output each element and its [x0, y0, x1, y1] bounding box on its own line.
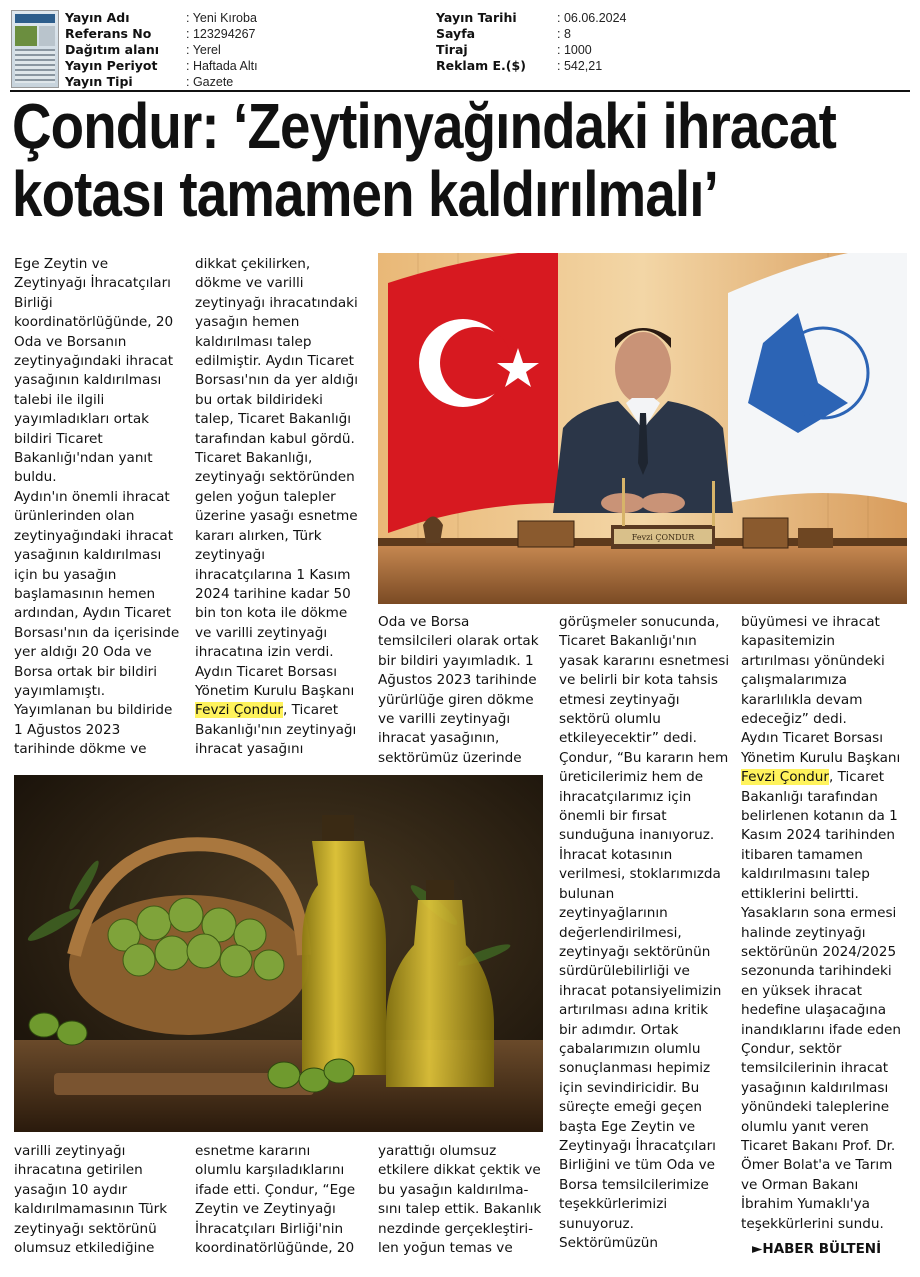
- meta-label: Yayın Tarihi: [436, 10, 517, 25]
- meta-label: Tiraj: [436, 42, 468, 57]
- meta-label: Sayfa: [436, 26, 476, 41]
- newspaper-thumbnail: [11, 10, 59, 88]
- column-2-text-b: , Ticaret Bakanlığı'nın zeytinyağı ihracat yasağını: [195, 702, 357, 758]
- headline-line-1: Çondur: ‘Zeytinyağındaki ihracat: [12, 90, 836, 162]
- news-bulletin-label: [752, 1241, 881, 1257]
- article-bottom-column-1: varilli zeytinyağı ihracatına getirilen yasağın 10 aydır kaldırılmamasının Türk zeytinyağı sektörünü olumsuz etkilediğine: [14, 1143, 168, 1257]
- highlighted-name: Fevzi Çondur: [741, 769, 829, 786]
- meta-left: [65, 10, 258, 90]
- article-bottom-column-3: yarattığı olumsuz etkilere dikkat çektik ve bu yasağın kaldırılma- sını talep ettik. Bakanlık nezdinde gerçekleştiri- len yoğun temas ve: [378, 1143, 542, 1257]
- article-column-3: Oda ve Borsa temsilcileri olarak ortak bir bildiri yayımladık. 1 Ağustos 2023 tarihinde yürürlüğe giren dökme ve varilli zeytinyağı ihracat yasağının, sektörümüz üzerinde: [378, 614, 539, 766]
- meta-value: : Haftada Altı: [186, 59, 258, 73]
- article-column-4: görüşmeler sonucunda, Ticaret Bakanlığı'nın yasak kararını esnetmesi ve belirli bir kota tahsis etmesi zeytinyağı sektörü olumlu etkileyecektir” dedi. Çondur, “Bu kararın hem üreticilerimiz hem de ihracatçılarımız için önemli bir fırsat sunduğuna inanıyoruz. İhracat kotasının verilmesi, stoklarımızda bulunan zeytinyağlarının değerlendirilmesi, zeytinyağı sektörünün sürdürülebilirliği ve ihracat potansiyelimizin artırılması adına kritik bir adımdır. Ortak çabalarımızın olumlu sonuçlanması hepimiz için sevindiricidir. Bu süreçte emeği geçen başta Ege Zeytin ve Zeytinyağı İhracatçıları Birliğini ve tüm Oda ve Borsa temsilcilerimize teşekkürlerimizi sunuyoruz. Sektörümüzün: [559, 614, 730, 1251]
- olive-oil-photo: [14, 775, 543, 1132]
- meta-label: Yayın Periyot: [65, 58, 158, 73]
- meta-label: Yayın Adı: [65, 10, 130, 25]
- article-column-5: [741, 613, 913, 1234]
- meta-value: : 542,21: [557, 59, 603, 73]
- article-headline: [12, 90, 836, 230]
- column-5-text-b: , Ticaret Bakanlığı tarafından belirlenen kotanın da 1 Kasım 2024 tarihinden itibaren tamamen kaldırılmasını talep ettiklerini belirtti. Yasakların sona ermesi halinde zeytinyağı sektörünün 2024/2025 sezonunda tarihindeki en yüksek ihracat hedefine ulaşacağına inandıklarını ifade eden Çondur, sektör temsilcilerinin ihracat yasağının kaldırılması yönündeki taleplerine olumlu yanıt veren Ticaret Bakanı Prof. Dr. Ömer Bolat'a ve Tarım ve Orman Bakanı İbrahim Yumaklı'ya teşekkürlerini sundu.: [741, 769, 901, 1232]
- article-column-2: [195, 255, 375, 760]
- footer-text: HABER BÜLTENİ: [762, 1241, 882, 1257]
- meta-right: [436, 10, 627, 74]
- meta-label: Dağıtım alanı: [65, 42, 160, 57]
- meta-value: : 123294267: [186, 27, 256, 41]
- play-arrow-icon: ►: [752, 1241, 763, 1257]
- meta-value: : 1000: [557, 43, 592, 57]
- meta-value: : Gazete: [186, 75, 234, 89]
- meta-value: : Yeni Kıroba: [186, 11, 257, 25]
- article-column-1: Ege Zeytin ve Zeytinyağı İhracatçıları Birliği koordinatörlüğünde, 20 Oda ve Borsanın zeytinyağındaki ihracat yasağının kaldırılması talebi ile ilgili yayımladıkları ortak bildiri Ticaret Bakanlığı'ndan yanıt buldu. Aydın'ın önemli ihracat ürünlerinden olan zeytinyağındaki ihracat yasağının kaldırılması için bu yasağın başlamasının hemen ardından, Aydın Ticaret Borsası'nın da içerisinde yer aldığı 20 Oda ve Borsa ortak bir bildiri yayımlamıştı. Yayımlanan bu bildiride 1 Ağustos 2023 tarihinde dökme ve: [14, 256, 180, 758]
- nameplate-text: Fevzi ÇONDUR: [631, 533, 695, 542]
- headline-line-2: kotası tamamen kaldırılmalı’: [12, 158, 718, 230]
- meta-value: : 8: [557, 27, 571, 41]
- meta-label: Referans No: [65, 26, 152, 41]
- meta-value: : Yerel: [186, 43, 221, 57]
- portrait-photo: [378, 253, 907, 604]
- highlighted-name: Fevzi Çondur: [195, 702, 283, 719]
- column-5-text-a: büyümesi ve ihracat kapasitemizin artırılması yönündeki çalışmalarımıza kararlılıkla devam edeceğiz” dedi. Aydın Ticaret Borsası Yönetim Kurulu Başkanı: [741, 614, 901, 766]
- meta-label: Yayın Tipi: [65, 74, 133, 89]
- meta-value: : 06.06.2024: [557, 11, 627, 25]
- column-2-text-a: dikkat çekilirken, dökme ve varilli zeytinyağı ihracatındaki yasağın hemen kaldırılması talep edilmiştir. Aydın Ticaret Borsası'nın da yer aldığı bu ortak bildirideki talep, Ticaret Bakanlığı tarafından kabul gördü. Ticaret Bakanlığı, zeytinyağı sektöründen gelen yoğun talepler üzerine yasağı esnetme kararı alırken, Türk zeytinyağı ihracatçılarına 1 Kasım 2024 tarihine kadar 50 bin ton kota ile dökme ve varilli zeytinyağı ihracatına izin verdi. Aydın Ticaret Borsası Yönetim Kurulu Başkanı: [195, 256, 359, 699]
- meta-label: Reklam E.($): [436, 58, 526, 73]
- article-bottom-column-2: esnetme kararını olumlu karşıladıklarını ifade etti. Çondur, “Ege Zeytin ve Zeytinyağı İhracatçıları Birliği'nin koordinatörlüğünde, 20: [195, 1143, 356, 1257]
